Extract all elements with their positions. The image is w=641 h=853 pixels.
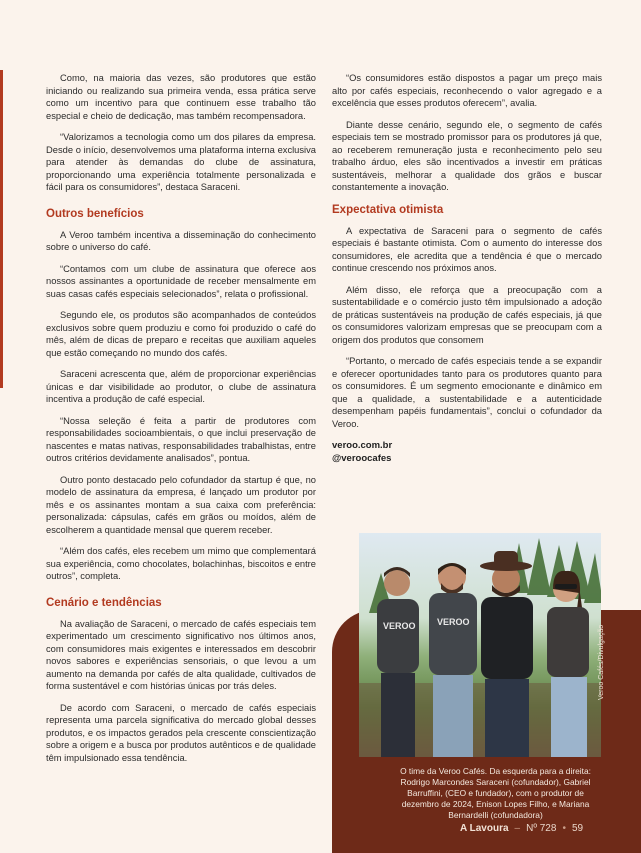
shirt-logo-text: VEROO xyxy=(383,621,416,631)
paragraph: “Contamos com um clube de assinatura que oferece aos nossos assinantes a oportunidade de receber mensalmente em suas casas cafés especiais selecionados”, relata o profissional. xyxy=(46,263,316,299)
page-number: 59 xyxy=(571,823,584,834)
left-accent-bar xyxy=(0,70,3,388)
paragraph: Na avaliação de Saraceni, o mercado de cafés especiais tem experimentado um crescimento significativo nos últimos anos, com consumidores mais exigentes e interessados em descobrir novos sabores e experiências sensoriais, o que levou a um aumento na demanda por cafés de alta qualidade, cultivados de forma sustentável e com histórias únicas por trás deles. xyxy=(46,618,316,691)
instagram-handle[interactable]: @veroocafes xyxy=(332,453,392,464)
paragraph: Como, na maioria das vezes, são produtores que estão iniciando ou realizando sua primeira venda, essa prática serve como um incentivo para que continuem esse trabalho tão especial e cheio de dedicação, mas também recompensadora. xyxy=(46,73,316,121)
photo-caption: O time da Veroo Cafés. Da esquerda para a direita: Rodrigo Marcondes Saraceni (cofundador), Gabriel Barruffini, (CEO e fundador), com o produtor de dezembro de 2024, Enison Lopes Filho, e Mariana Bernardelli (cofundadora) xyxy=(400,766,591,820)
contact-links xyxy=(332,439,602,465)
paragraph: A expectativa de Saraceni para o segmento de cafés especiais é bastante otimista. Com o aumento do interesse dos consumidores, ele acredita que a tendência é que o mercado continue crescendo nos próximos anos. xyxy=(332,225,602,273)
paragraph: De acordo com Saraceni, o mercado de cafés especiais representa uma parcela significativa do mercado global desses produtos, e os impactos gerados pela crescente conscientização sobre a origem e a busca por produtos autênticos e de qualidade têm impulsionado essa tendência. xyxy=(46,702,316,763)
website-link[interactable]: veroo.com.br xyxy=(332,440,393,451)
paragraph: Saraceni acrescenta que, além de proporcionar experiências únicas e dar visibilidade ao produtor, o clube de assinatura incentiva a produção de café especial. xyxy=(46,369,316,404)
issue-number: Nº 728 xyxy=(526,823,557,834)
footer-separator: • xyxy=(562,823,566,834)
paragraph: “Nossa seleção é feita a partir de produtores com responsabilidades socioambientais, o que inclui preservação de nascentes e matas nativas, responsabilidades trabalhistas, entre outros critérios devidamente analisados”, pontua. xyxy=(46,415,316,463)
article-left-column xyxy=(46,72,316,773)
paragraph: A Veroo também incentiva a disseminação do conhecimento sobre o universo do café. xyxy=(46,229,316,252)
section-heading: Outros benefícios xyxy=(46,207,144,220)
team-photo xyxy=(359,533,601,757)
section-heading: Cenário e tendências xyxy=(46,596,162,609)
paragraph: “Além dos cafés, eles recebem um mimo que complementará sua experiência, como chocolates, bolachinhas, biscoitos e entre outros”, completa. xyxy=(46,546,316,581)
paragraph: Outro ponto destacado pelo cofundador da startup é que, no modelo de assinatura da empresa, é lançado um produtor por mês e os assinantes montam a sua caixa com preferência: personalizada: cápsulas, cafés em grãos ou moídos, além de escolherem a quantidade mensal que querem receber. xyxy=(46,474,316,535)
magazine-name: A Lavoura xyxy=(460,823,509,834)
page-footer xyxy=(460,823,583,834)
article-right-column xyxy=(332,72,602,465)
paragraph: “Valorizamos a tecnologia como um dos pilares da empresa. Desde o início, desenvolvemos uma plataforma interna exclusiva para atender às demandas do clube de assinatura, proporcionando uma experiência totalmente personalizada e fácil para os consumidores”, destaca Saraceni. xyxy=(46,132,316,192)
photo-credit: Veroo Cafés/Divulgação xyxy=(598,624,605,700)
section-heading: Expectativa otimista xyxy=(332,203,444,216)
team-photo-illustration xyxy=(359,533,601,757)
paragraph: “Os consumidores estão dispostos a pagar um preço mais alto por cafés especiais, reconhecendo o valor agregado e a excelência que esses produtos oferecem”, avalia. xyxy=(332,73,602,108)
paragraph: “Portanto, o mercado de cafés especiais tende a se expandir e oferecer oportunidades tanto para os produtores quanto para os consumidores. É um segmento emocionante e dinâmico em que a qualidade, a sustentabilidade e a autenticidade desempenham papéis fundamentais”, conclui o cofundador da Veroo. xyxy=(332,356,602,429)
shirt-logo-text: VEROO xyxy=(437,617,470,627)
paragraph: Diante desse cenário, segundo ele, o segmento de cafés especiais tem se mostrado promissor para os produtores já que, ao receberem remuneração justa e reconhecimento pelo seu trabalho árduo, eles são incentivados a investir em práticas sustentáveis, melhorar a qualidade dos grãos e buscar constantemente a inovação. xyxy=(332,119,602,192)
paragraph: Segundo ele, os produtos são acompanhados de conteúdos exclusivos sobre quem produziu e como foi produzido o café do mês, além de dicas de preparo e receitas que auxiliam aqueles que estão começando no mundo dos cafés. xyxy=(46,310,316,358)
footer-separator: – xyxy=(514,823,521,834)
paragraph: Além disso, ele reforça que a preocupação com a sustentabilidade e o comércio justo têm impulsionado a adoção de práticas sustentáveis na produção de cafés especiais, já que os consumidores valorizam empresas que se preocupam com a origem dos produtos que consomem xyxy=(332,284,602,345)
